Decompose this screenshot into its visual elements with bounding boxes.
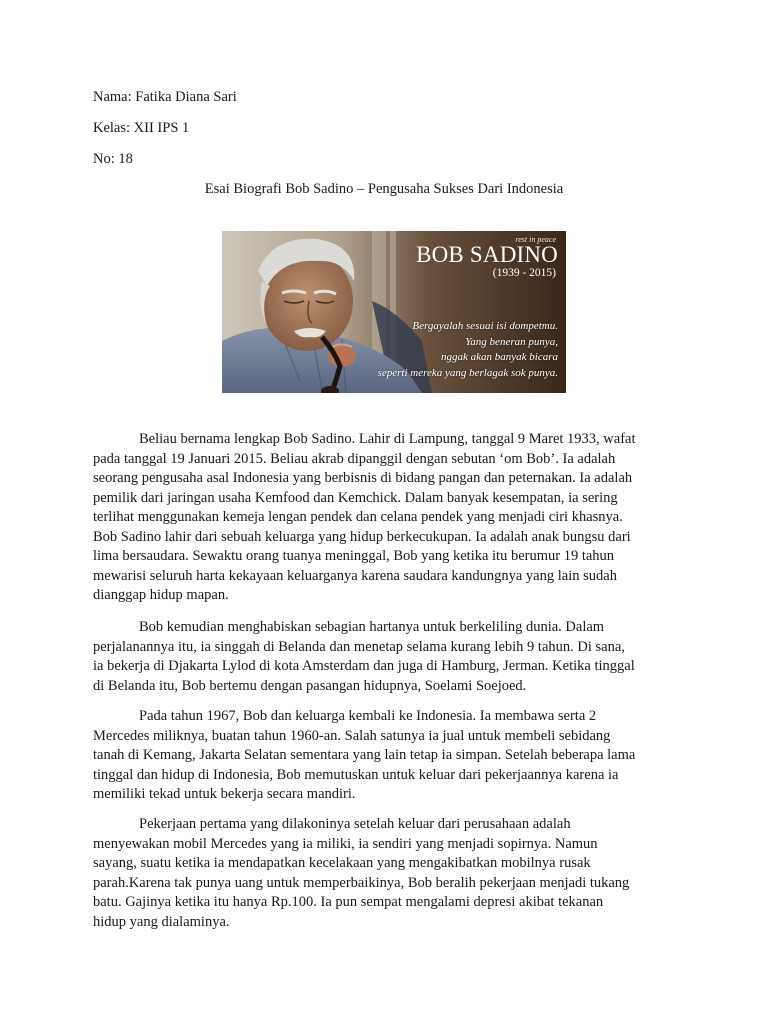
- quote-line: Bergayalah sesuai isi dompetmu.: [412, 320, 558, 332]
- paragraph-line: Mercedes miliknya, buatan tahun 1960-an. Salah satunya ia jual untuk membeli sebidang: [93, 727, 611, 744]
- photo-years-caption: (1939 - 2015): [492, 267, 556, 279]
- paragraph-line: Bob Sadino lahir dari sebuah keluarga yang hidup berkecukupan. Ia adalah anak bungsu dari: [93, 528, 631, 545]
- paragraph-line: lima bersaudara. Sewaktu orang tuanya meninggal, Bob yang ketika itu berumur 19 tahun: [93, 548, 615, 564]
- student-name-line: Nama: Fatika Diana Sari: [93, 89, 237, 105]
- paragraph-line: di Belanda itu, Bob bertemu dengan pasangan hidupnya, Soelami Soejoed.: [93, 677, 527, 694]
- student-number-line: No: 18: [93, 151, 133, 167]
- paragraph-line: menyewakan mobil Mercedes yang ia miliki, ia sendiri yang menjadi sopirnya. Namun: [93, 835, 598, 852]
- paragraph-line: mewarisi seluruh harta kekayaan keluarganya karena saudara kandungnya yang lain sudah: [93, 567, 617, 584]
- paragraph-1: [93, 430, 685, 606]
- paragraph-line: tanah di Kemang, Jakarta Selatan sementara yang lain tetap ia simpan. Setelah beberapa lama: [93, 747, 636, 763]
- rest-in-peace-caption: rest in peace: [515, 235, 556, 244]
- quote-line: nggak akan banyak bicara: [441, 351, 558, 363]
- essay-title: Esai Biografi Bob Sadino – Pengusaha Sukses Dari Indonesia: [204, 181, 564, 197]
- photo-name-caption: BOB SADINO: [416, 242, 558, 267]
- paragraph-line: batu. Gajinya ketika itu hanya Rp.100. Ia pun sempat mengalami depresi akibat tekanan: [93, 894, 604, 910]
- paragraph-line: Bob kemudian menghabiskan sebagian hartanya untuk berkeliling dunia. Dalam: [139, 619, 605, 635]
- paragraph-line: pemilik dari jaringan usaha Kemfood dan Kemchick. Dalam banyak kesempatan, ia sering: [93, 489, 618, 506]
- paragraph-line: Beliau bernama lengkap Bob Sadino. Lahir di Lampung, tanggal 9 Maret 1933, wafat: [139, 431, 636, 447]
- paragraph-line: tinggal dan hidup di Indonesia, Bob memutuskan untuk keluar dari pekerjaannya karena ia: [93, 766, 619, 783]
- paragraph-line: pada tanggal 19 Januari 2015. Beliau akrab dipanggil dengan sebutan ‘om Bob’. Ia adalah: [93, 450, 616, 467]
- paragraph-line: Pada tahun 1967, Bob dan keluarga kembali ke Indonesia. Ia membawa serta 2: [139, 708, 597, 724]
- paragraph-line: sayang, suatu ketika ia mendapatkan kecelakaan yang mengakibatkan mobilnya rusak: [93, 855, 591, 871]
- memorial-photo: [222, 231, 566, 393]
- paragraph-line: parah.Karena tak punya uang untuk memperbaikinya, Bob beralih pekerjaan menjadi tukang: [93, 874, 630, 891]
- paragraph-line: terlihat menggunakan kemeja lengan pendek dan celana pendek yang menjadi ciri khasnya.: [93, 509, 623, 525]
- student-class-line: Kelas: XII IPS 1: [93, 120, 190, 136]
- paragraph-line: dianggap hidup mapan.: [93, 587, 229, 603]
- paragraph-line: ia bekerja di Djakarta Lylod di kota Amsterdam dan juga di Hamburg, Jerman. Ketika tinggal: [93, 658, 635, 674]
- paragraph-line: seorang pengusaha asal Indonesia yang berbisnis di bidang pangan dan peternakan. Ia adalah: [93, 470, 633, 486]
- paragraph-line: memiliki tekad untuk bekerja secara mandiri.: [93, 786, 356, 802]
- paragraph-line: Pekerjaan pertama yang dilakoninya setelah keluar dari perusahaan adalah: [139, 816, 571, 832]
- paragraph-line: perjalanannya itu, ia singgah di Belanda dan menetap selama kurang lebih 9 tahun. Di sana,: [93, 638, 625, 655]
- quote-line: seperti mereka yang berlagak sok punya.: [377, 366, 558, 379]
- quote-line: Yang beneran punya,: [465, 335, 558, 348]
- paragraph-3: [93, 707, 685, 805]
- paragraph-2: [93, 618, 685, 696]
- paragraph-4: [93, 815, 685, 932]
- paragraph-line: hidup yang dialaminya.: [93, 913, 230, 930]
- photo-quote: [358, 319, 558, 381]
